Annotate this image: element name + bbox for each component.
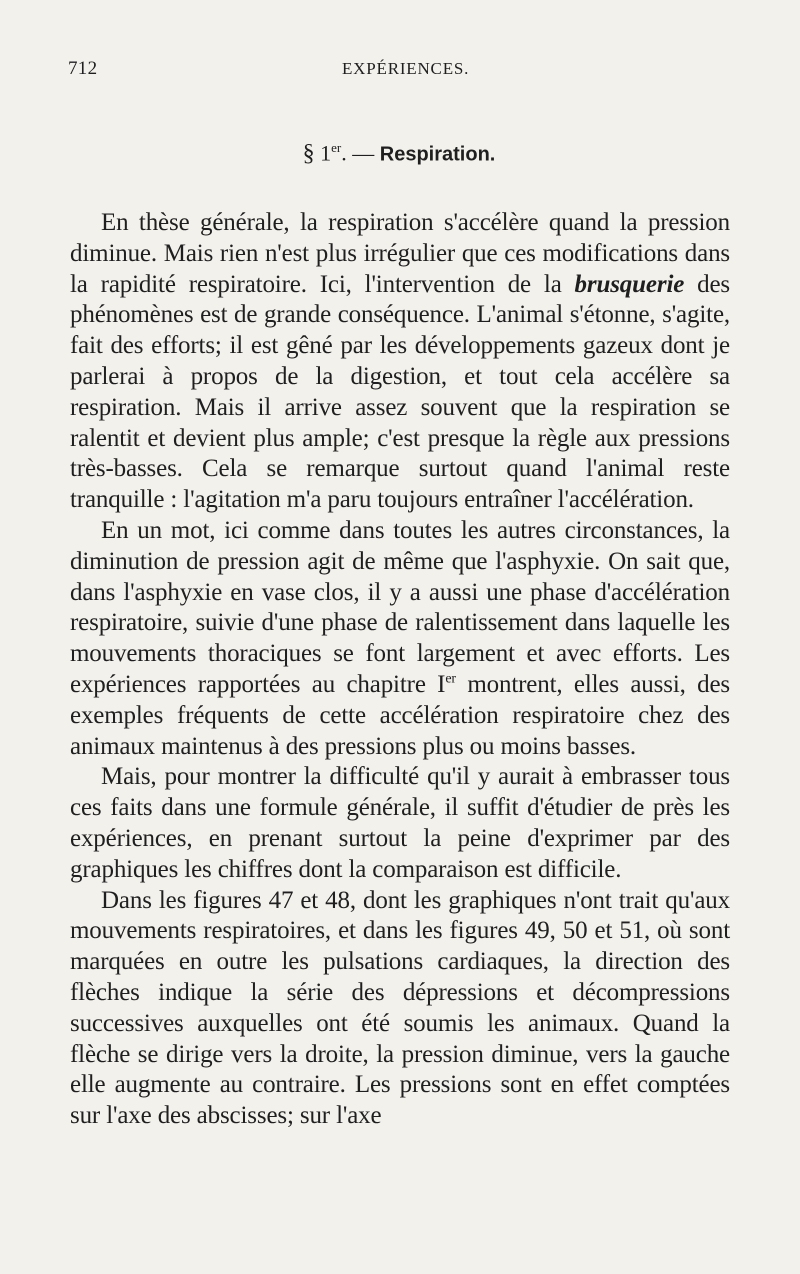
- paragraph-2-text-b: montrent, elles aussi, des exemples fréquents de cette accélération respiratoire chez des animaux maintenus à des pressions plus ou moins basses.: [70, 670, 730, 760]
- paragraph-1-text-b: des phénomènes est de grande conséquence. L'animal s'étonne, s'agite, fait des efforts; il est gêné par les développements gazeux dont je parlerai à propos de la digestion, et tout cela accélère sa respiration. Mais il arrive assez souvent que la respiration se ralentit et devient plus ample; c'est presque la règle aux pressions très-basses. Cela se remarque surtout quand l'animal reste tranquille : l'agitation m'a paru toujours entraîner l'accélération.: [70, 270, 730, 514]
- paragraph-1: [70, 208, 730, 516]
- paragraph-2-sup: er: [445, 671, 456, 687]
- paragraph-1-text-a: En thèse générale, la respiration s'accélère quand la pression diminue. Mais rien n'est plus irrégulier que ces modifications dans la rapidité respiratoire. Ici, l'intervention de la: [70, 209, 730, 298]
- section-symbol: §: [302, 140, 315, 167]
- paragraph-2: [70, 516, 730, 762]
- section-heading: [68, 140, 730, 167]
- paragraph-4: Dans les figures 47 et 48, dont les graphiques n'ont trait qu'aux mouvements respiratoires, et dans les figures 49, 50 et 51, où sont marquées en outre les pulsations cardiaques, la direction des flèches indique la série des dépressions et décompressions successives auxquelles ont été soumis les animaux. Quand la flèche se dirige vers la droite, la pression diminue, vers la gauche elle augmente au contraire. Les pressions sont en effet comptées sur l'axe des abscisses; sur l'axe: [70, 886, 730, 1130]
- page-number: 712: [68, 58, 98, 79]
- page-header: [68, 58, 730, 88]
- paragraph-1-emphasis: brusquerie: [574, 270, 685, 298]
- section-number-sup: er: [331, 140, 342, 155]
- paragraph-2-text-a: En un mot, ici comme dans toutes les autres circonstances, la diminution de pression agit de même que l'asphyxie. On sait que, dans l'asphyxie en vase clos, il y a aussi une phase d'accélération respiratoire, suivie d'une phase de ralentissement dans laquelle les mouvements thoraciques se font largement et avec efforts. Les expériences rapportées au chapitre I: [70, 516, 730, 698]
- running-head: EXPÉRIENCES.: [342, 59, 470, 78]
- paragraph-3: Mais, pour montrer la difficulté qu'il y aurait à embrasser tous ces faits dans une formule générale, il suffit d'étudier de près les expériences, en prenant surtout la peine d'exprimer par des graphiques les chiffres dont la comparaison est difficile.: [70, 763, 730, 883]
- body-text: [70, 208, 730, 1132]
- section-title: Respiration.: [379, 143, 496, 166]
- section-separator: . —: [341, 140, 375, 166]
- section-number: 1: [320, 140, 332, 166]
